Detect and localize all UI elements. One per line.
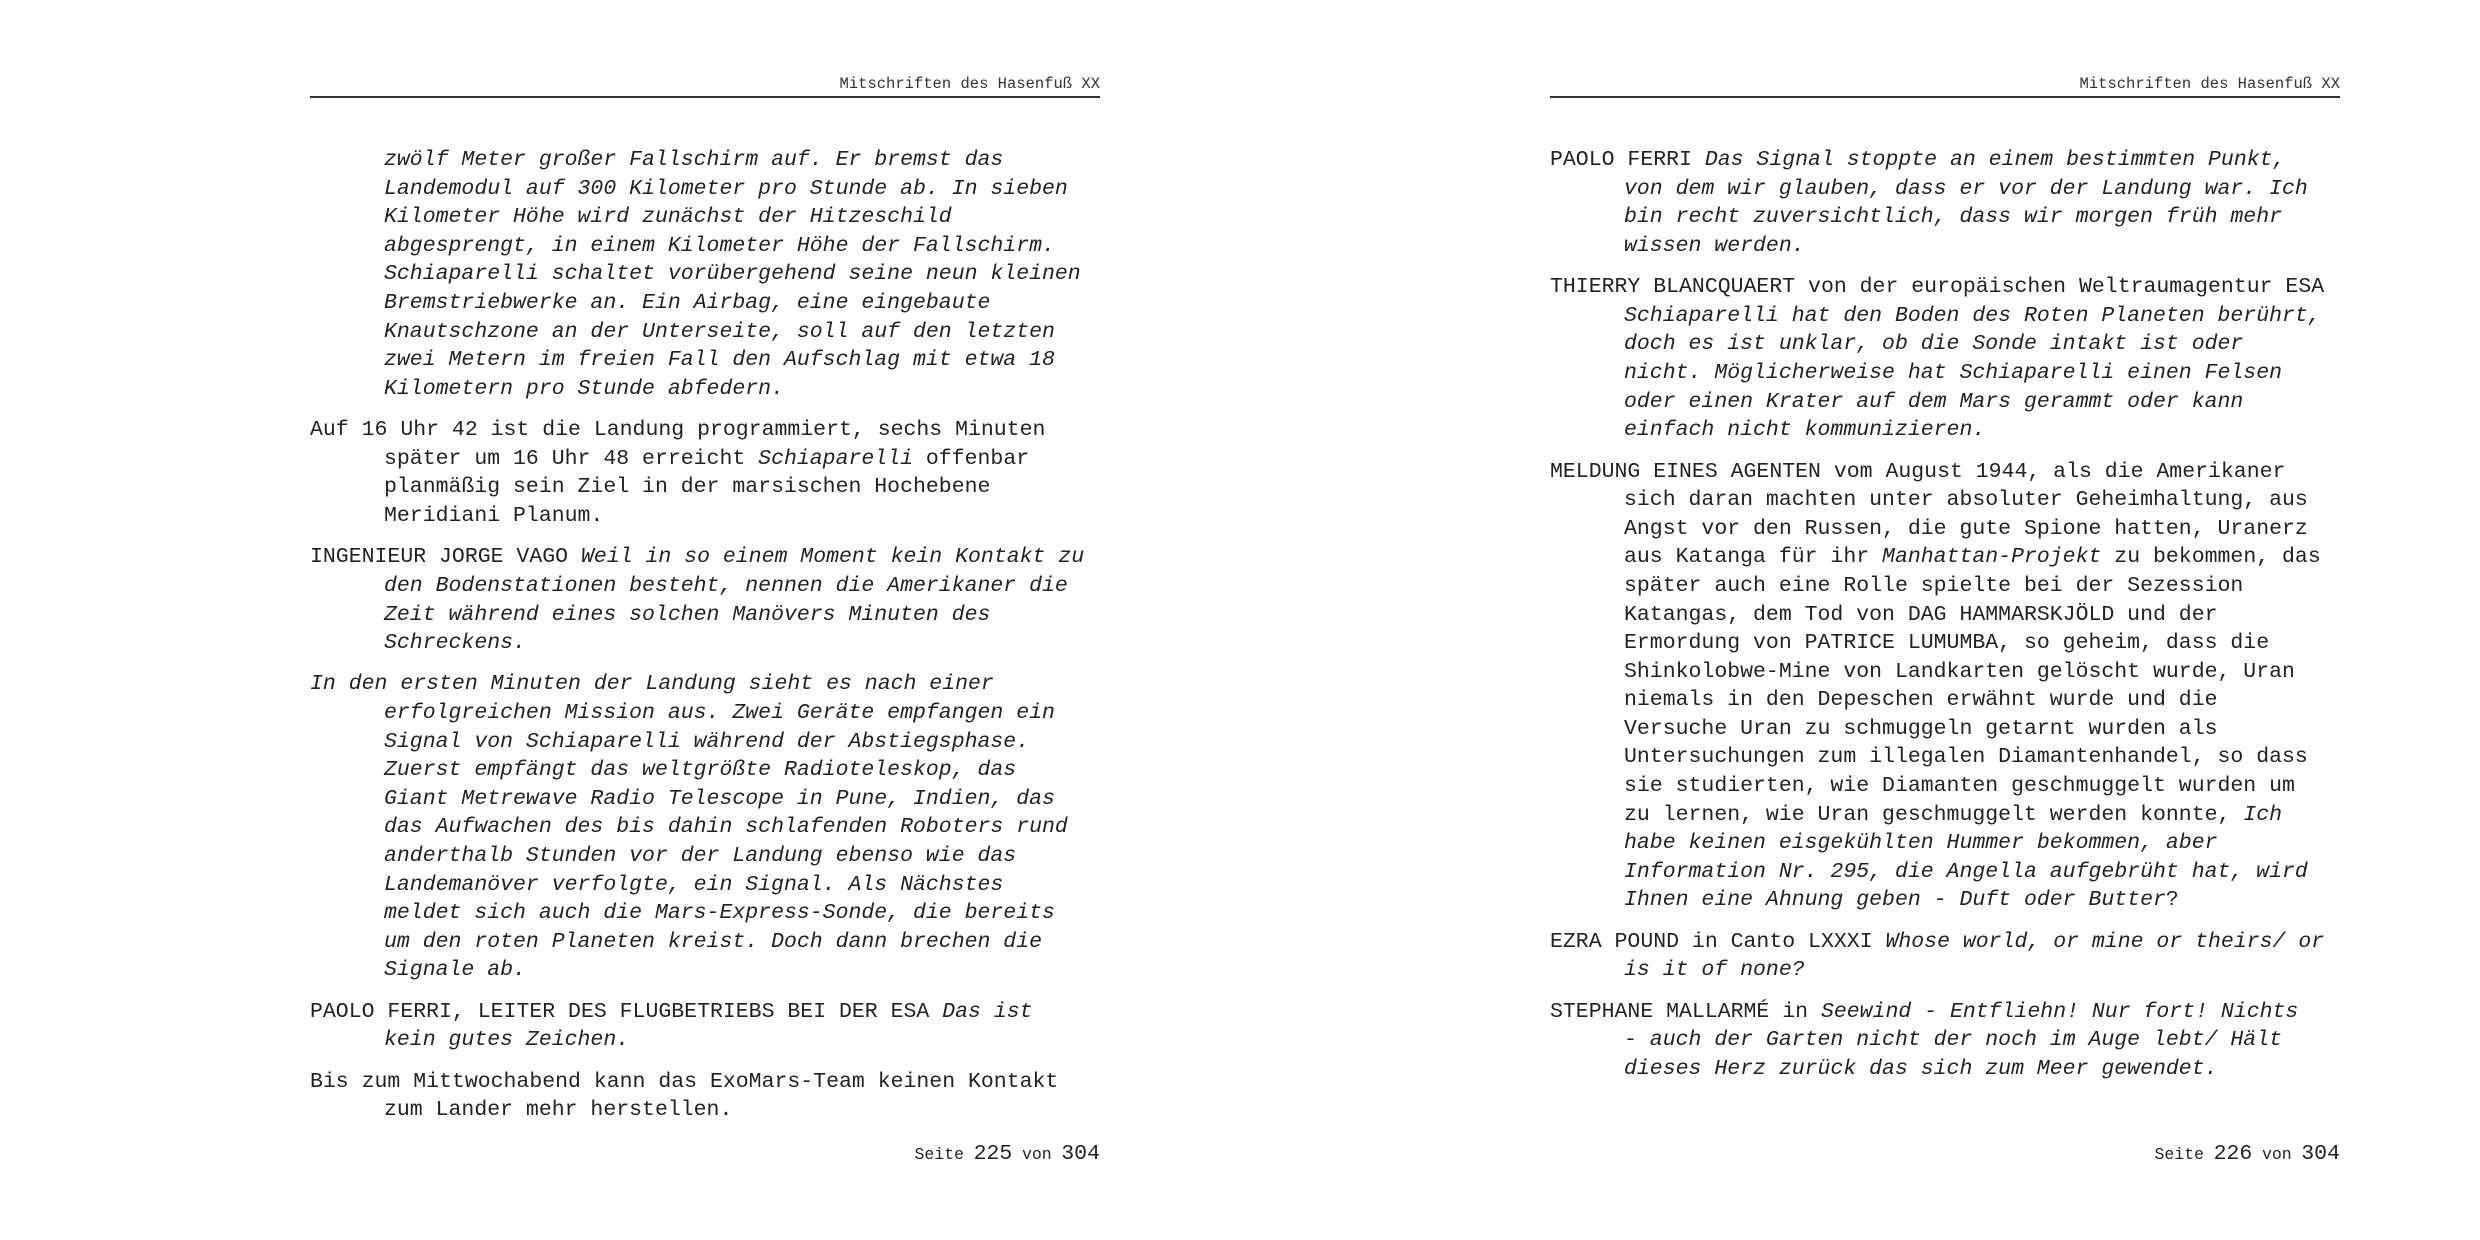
text-line bbox=[384, 1026, 1100, 1055]
page-number bbox=[310, 1142, 1100, 1166]
text-run: STEPHANE MALLARMÉ in bbox=[1550, 999, 1821, 1024]
italic-run: is it of none? bbox=[1624, 958, 1805, 983]
italic-run: den Bodenstationen besteht, nennen die Amerikaner die bbox=[384, 573, 1068, 598]
paragraph bbox=[1550, 146, 2340, 260]
italic-run: kein gutes Zeichen. bbox=[384, 1028, 630, 1053]
text-line bbox=[310, 416, 1100, 445]
text-line bbox=[1624, 772, 2340, 801]
italic-run: Kilometern pro Stunde abfedern. bbox=[384, 376, 784, 401]
text-line bbox=[1624, 388, 2340, 417]
text-run: Meridiani Planum. bbox=[384, 503, 604, 528]
paragraph bbox=[1550, 928, 2340, 985]
text-line bbox=[1624, 629, 2340, 658]
text-run: MELDUNG EINES AGENTEN vom August 1944, als die Amerikaner bbox=[1550, 459, 2286, 484]
text-line bbox=[384, 956, 1100, 985]
text-line bbox=[1624, 486, 2340, 515]
italic-run: Bremstriebwerke an. Ein Airbag, eine eingebaute bbox=[384, 290, 991, 315]
italic-run: erfolgreichen Mission aus. Zwei Geräte empfangen ein bbox=[384, 701, 1055, 726]
italic-run: doch es ist unklar, ob die Sonde intakt ist oder bbox=[1624, 332, 2244, 357]
italic-run: Schiaparelli bbox=[758, 446, 913, 471]
text-line bbox=[1624, 601, 2340, 630]
text-line bbox=[1624, 1026, 2340, 1055]
italic-run: einfach nicht kommunizieren. bbox=[1624, 418, 1986, 443]
italic-run: Information Nr. 295, die Angella aufgebrüht hat, wird bbox=[1624, 859, 2308, 884]
text-line bbox=[384, 699, 1100, 728]
text-run: EZRA POUND in Canto LXXXI bbox=[1550, 929, 1886, 954]
italic-run: Ich bbox=[2243, 802, 2283, 827]
paragraph bbox=[310, 1068, 1100, 1125]
folio-page: 225 bbox=[973, 1142, 1013, 1166]
text-line bbox=[384, 871, 1100, 900]
header-rule bbox=[1550, 96, 2340, 98]
body-text bbox=[310, 146, 1100, 1138]
folio-page: 226 bbox=[2213, 1142, 2253, 1166]
text-line bbox=[310, 1068, 1100, 1097]
text-line bbox=[1624, 743, 2340, 772]
italic-run: Seewind - Entfliehn! Nur fort! Nichts bbox=[1820, 999, 2299, 1024]
text-line bbox=[1624, 203, 2340, 232]
italic-run: Manhattan-Projekt bbox=[1882, 545, 2102, 570]
text-line bbox=[1624, 658, 2340, 687]
text-line bbox=[384, 756, 1100, 785]
text-run: Versuche Uran zu schmuggeln getarnt wurden als bbox=[1624, 716, 2218, 741]
text-line bbox=[1624, 715, 2340, 744]
italic-run: zwei Metern im freien Fall den Aufschlag mit etwa 18 bbox=[384, 348, 1055, 373]
text-line bbox=[1624, 858, 2340, 887]
italic-run: das Aufwachen des bis dahin schlafenden Roboters rund bbox=[384, 815, 1068, 840]
text-line bbox=[1624, 175, 2340, 204]
text-line bbox=[310, 543, 1100, 572]
text-run: Ermordung von PATRICE LUMUMBA, so geheim, dass die bbox=[1624, 631, 2270, 656]
text-run: aus Katanga für ihr bbox=[1624, 545, 1883, 570]
text-run: INGENIEUR JORGE VAGO bbox=[310, 545, 581, 570]
italic-run: Signale ab. bbox=[384, 958, 526, 983]
right-page bbox=[1550, 0, 2340, 1240]
italic-run: Das Signal stoppte an einem bestimmten Punkt, bbox=[1704, 148, 2286, 172]
folio-seite: Seite bbox=[914, 1145, 965, 1164]
text-line bbox=[1624, 686, 2340, 715]
text-line bbox=[384, 203, 1100, 232]
italic-run: Weil in so einem Moment kein Kontakt zu bbox=[580, 545, 1085, 570]
paragraph bbox=[1550, 458, 2340, 916]
italic-run: Schreckens. bbox=[384, 631, 526, 656]
paragraph bbox=[310, 416, 1100, 530]
text-run: zu bekommen, das bbox=[2101, 545, 2321, 570]
text-run: THIERRY BLANCQUAERT von der europäischen Weltraumagentur ESA bbox=[1550, 275, 2325, 300]
text-line bbox=[384, 318, 1100, 347]
text-run: planmäßig sein Ziel in der marsischen Hochebene bbox=[384, 475, 991, 500]
italic-run: bin recht zuversichtlich, dass wir morgen früh mehr bbox=[1624, 205, 2283, 230]
italic-run: Das ist bbox=[942, 999, 1033, 1024]
text-line bbox=[1550, 998, 2340, 1027]
italic-run: dieses Herz zurück das sich zum Meer gewendet. bbox=[1624, 1057, 2218, 1081]
text-line bbox=[1624, 302, 2340, 331]
text-line bbox=[384, 260, 1100, 289]
text-line bbox=[384, 629, 1100, 658]
italic-run: zwölf Meter großer Fallschirm auf. Er bremst das bbox=[384, 148, 1004, 172]
paragraph bbox=[310, 998, 1100, 1055]
text-line bbox=[384, 785, 1100, 814]
text-line bbox=[1624, 1055, 2340, 1084]
italic-run: Whose world, or mine or theirs/ or bbox=[1885, 929, 2325, 954]
folio-von: von bbox=[2261, 1145, 2292, 1164]
italic-run: Giant Metrewave Radio Telescope in Pune, Indien, das bbox=[384, 786, 1055, 811]
header-rule bbox=[310, 96, 1100, 98]
text-line bbox=[1550, 458, 2340, 487]
text-line bbox=[1550, 928, 2340, 957]
text-line bbox=[1624, 801, 2340, 830]
text-line bbox=[384, 146, 1100, 175]
italic-run: In den ersten Minuten der Landung sieht es nach einer bbox=[310, 672, 994, 697]
italic-run: oder einen Krater auf dem Mars gerammt oder kann bbox=[1624, 389, 2244, 414]
paragraph bbox=[1550, 998, 2340, 1084]
italic-run: Zuerst empfängt das weltgrößte Radioteleskop, das bbox=[384, 758, 1017, 783]
folio-total: 304 bbox=[2301, 1142, 2340, 1166]
italic-run: Landemodul auf 300 Kilometer pro Stunde ab. In sieben bbox=[384, 176, 1068, 201]
text-line bbox=[384, 572, 1100, 601]
folio-total: 304 bbox=[1061, 1142, 1100, 1166]
text-line bbox=[384, 289, 1100, 318]
text-run: Shinkolobwe-Mine von Landkarten gelöscht wurde, Uran bbox=[1624, 659, 2295, 684]
text-line bbox=[384, 175, 1100, 204]
text-line bbox=[1550, 146, 2340, 175]
paragraph bbox=[310, 146, 1100, 403]
running-header: Mitschriften des Hasenfuß XX bbox=[2079, 75, 2340, 93]
italic-run: wissen werden. bbox=[1624, 233, 1805, 258]
text-line bbox=[384, 473, 1100, 502]
folio-seite: Seite bbox=[2154, 1145, 2205, 1164]
italic-run: abgesprengt, in einem Kilometer Höhe der Fallschirm. bbox=[384, 233, 1055, 258]
text-line bbox=[1624, 515, 2340, 544]
text-line bbox=[1550, 273, 2340, 302]
italic-run: - auch der Garten nicht der noch im Auge lebt/ Hält bbox=[1624, 1028, 2283, 1053]
paragraph bbox=[310, 543, 1100, 657]
text-run: Untersuchungen zum illegalen Diamantenhandel, so dass bbox=[1624, 745, 2308, 770]
text-run: Katangas, dem Tod von DAG HAMMARSKJÖLD und der bbox=[1624, 602, 2218, 627]
italic-run: Schiaparelli hat den Boden des Roten Planeten berührt, bbox=[1624, 303, 2321, 328]
italic-run: nicht. Möglicherweise hat Schiaparelli einen Felsen bbox=[1624, 360, 2283, 385]
italic-run: anderthalb Stunden vor der Landung ebenso wie das bbox=[384, 844, 1017, 869]
italic-run: Ihnen eine Ahnung geben - Duft oder Butter bbox=[1624, 888, 2166, 913]
italic-run: um den roten Planeten kreist. Doch dann brechen die bbox=[384, 929, 1043, 954]
text-run: niemals in den Depeschen erwähnt wurde und die bbox=[1624, 688, 2218, 713]
text-line bbox=[310, 670, 1100, 699]
text-line bbox=[1624, 543, 2340, 572]
text-line bbox=[1624, 232, 2340, 261]
page-number bbox=[1550, 1142, 2340, 1166]
text-line bbox=[384, 232, 1100, 261]
paragraph bbox=[310, 670, 1100, 985]
text-run: PAOLO FERRI, LEITER DES FLUGBETRIEBS BEI DER ESA bbox=[310, 999, 943, 1024]
running-header: Mitschriften des Hasenfuß XX bbox=[839, 75, 1100, 93]
text-run: Auf 16 Uhr 42 ist die Landung programmiert, sechs Minuten bbox=[310, 418, 1046, 443]
text-run: sich daran machten unter absoluter Geheimhaltung, aus bbox=[1624, 488, 2308, 513]
text-line bbox=[384, 813, 1100, 842]
text-line bbox=[1624, 956, 2340, 985]
text-line bbox=[384, 1096, 1100, 1125]
left-page bbox=[310, 0, 1100, 1240]
text-line bbox=[1624, 416, 2340, 445]
italic-run: von dem wir glauben, dass er vor der Landung war. Ich bbox=[1624, 176, 2308, 201]
text-line bbox=[384, 346, 1100, 375]
text-run: offenbar bbox=[913, 446, 1030, 471]
text-line bbox=[1624, 572, 2340, 601]
folio-von: von bbox=[1021, 1145, 1052, 1164]
text-line bbox=[384, 842, 1100, 871]
text-run: ? bbox=[2165, 888, 2179, 913]
italic-run: meldet sich auch die Mars-Express-Sonde, die bereits bbox=[384, 901, 1055, 926]
text-line bbox=[310, 998, 1100, 1027]
italic-run: habe keinen eisgekühlten Hummer bekommen, aber bbox=[1624, 831, 2218, 856]
text-line bbox=[1624, 359, 2340, 388]
text-line bbox=[384, 445, 1100, 474]
text-run: später um 16 Uhr 48 erreicht bbox=[384, 446, 759, 471]
text-line bbox=[384, 928, 1100, 957]
text-run: sie studierten, wie Diamanten geschmuggelt wurden um bbox=[1624, 774, 2295, 799]
text-run: PAOLO FERRI bbox=[1550, 148, 1705, 172]
italic-run: Schiaparelli schaltet vorübergehend seine neun kleinen bbox=[384, 262, 1081, 287]
body-text bbox=[1550, 146, 2340, 1096]
text-line bbox=[384, 502, 1100, 531]
text-run: Bis zum Mittwochabend kann das ExoMars-Team keinen Kontakt bbox=[310, 1069, 1059, 1094]
text-line bbox=[384, 375, 1100, 404]
italic-run: Kilometer Höhe wird zunächst der Hitzeschild bbox=[384, 205, 952, 230]
text-line bbox=[384, 728, 1100, 757]
text-line bbox=[384, 899, 1100, 928]
paragraph bbox=[1550, 273, 2340, 445]
text-line bbox=[1624, 330, 2340, 359]
text-line bbox=[1624, 829, 2340, 858]
text-line bbox=[384, 601, 1100, 630]
text-run: Angst vor den Russen, die gute Spione hatten, Uranerz bbox=[1624, 516, 2308, 541]
italic-run: Signal von Schiaparelli während der Abstiegsphase. bbox=[384, 729, 1030, 754]
text-run: zu lernen, wie Uran geschmuggelt werden konnte, bbox=[1624, 802, 2244, 827]
text-run: später auch eine Rolle spielte bei der Sezession bbox=[1624, 573, 2244, 598]
italic-run: Knautschzone an der Unterseite, soll auf den letzten bbox=[384, 319, 1055, 344]
text-run: zum Lander mehr herstellen. bbox=[384, 1098, 733, 1123]
text-line bbox=[1624, 886, 2340, 915]
italic-run: Zeit während eines solchen Manövers Minuten des bbox=[384, 602, 991, 627]
italic-run: Landemanöver verfolgte, ein Signal. Als Nächstes bbox=[384, 872, 1004, 897]
